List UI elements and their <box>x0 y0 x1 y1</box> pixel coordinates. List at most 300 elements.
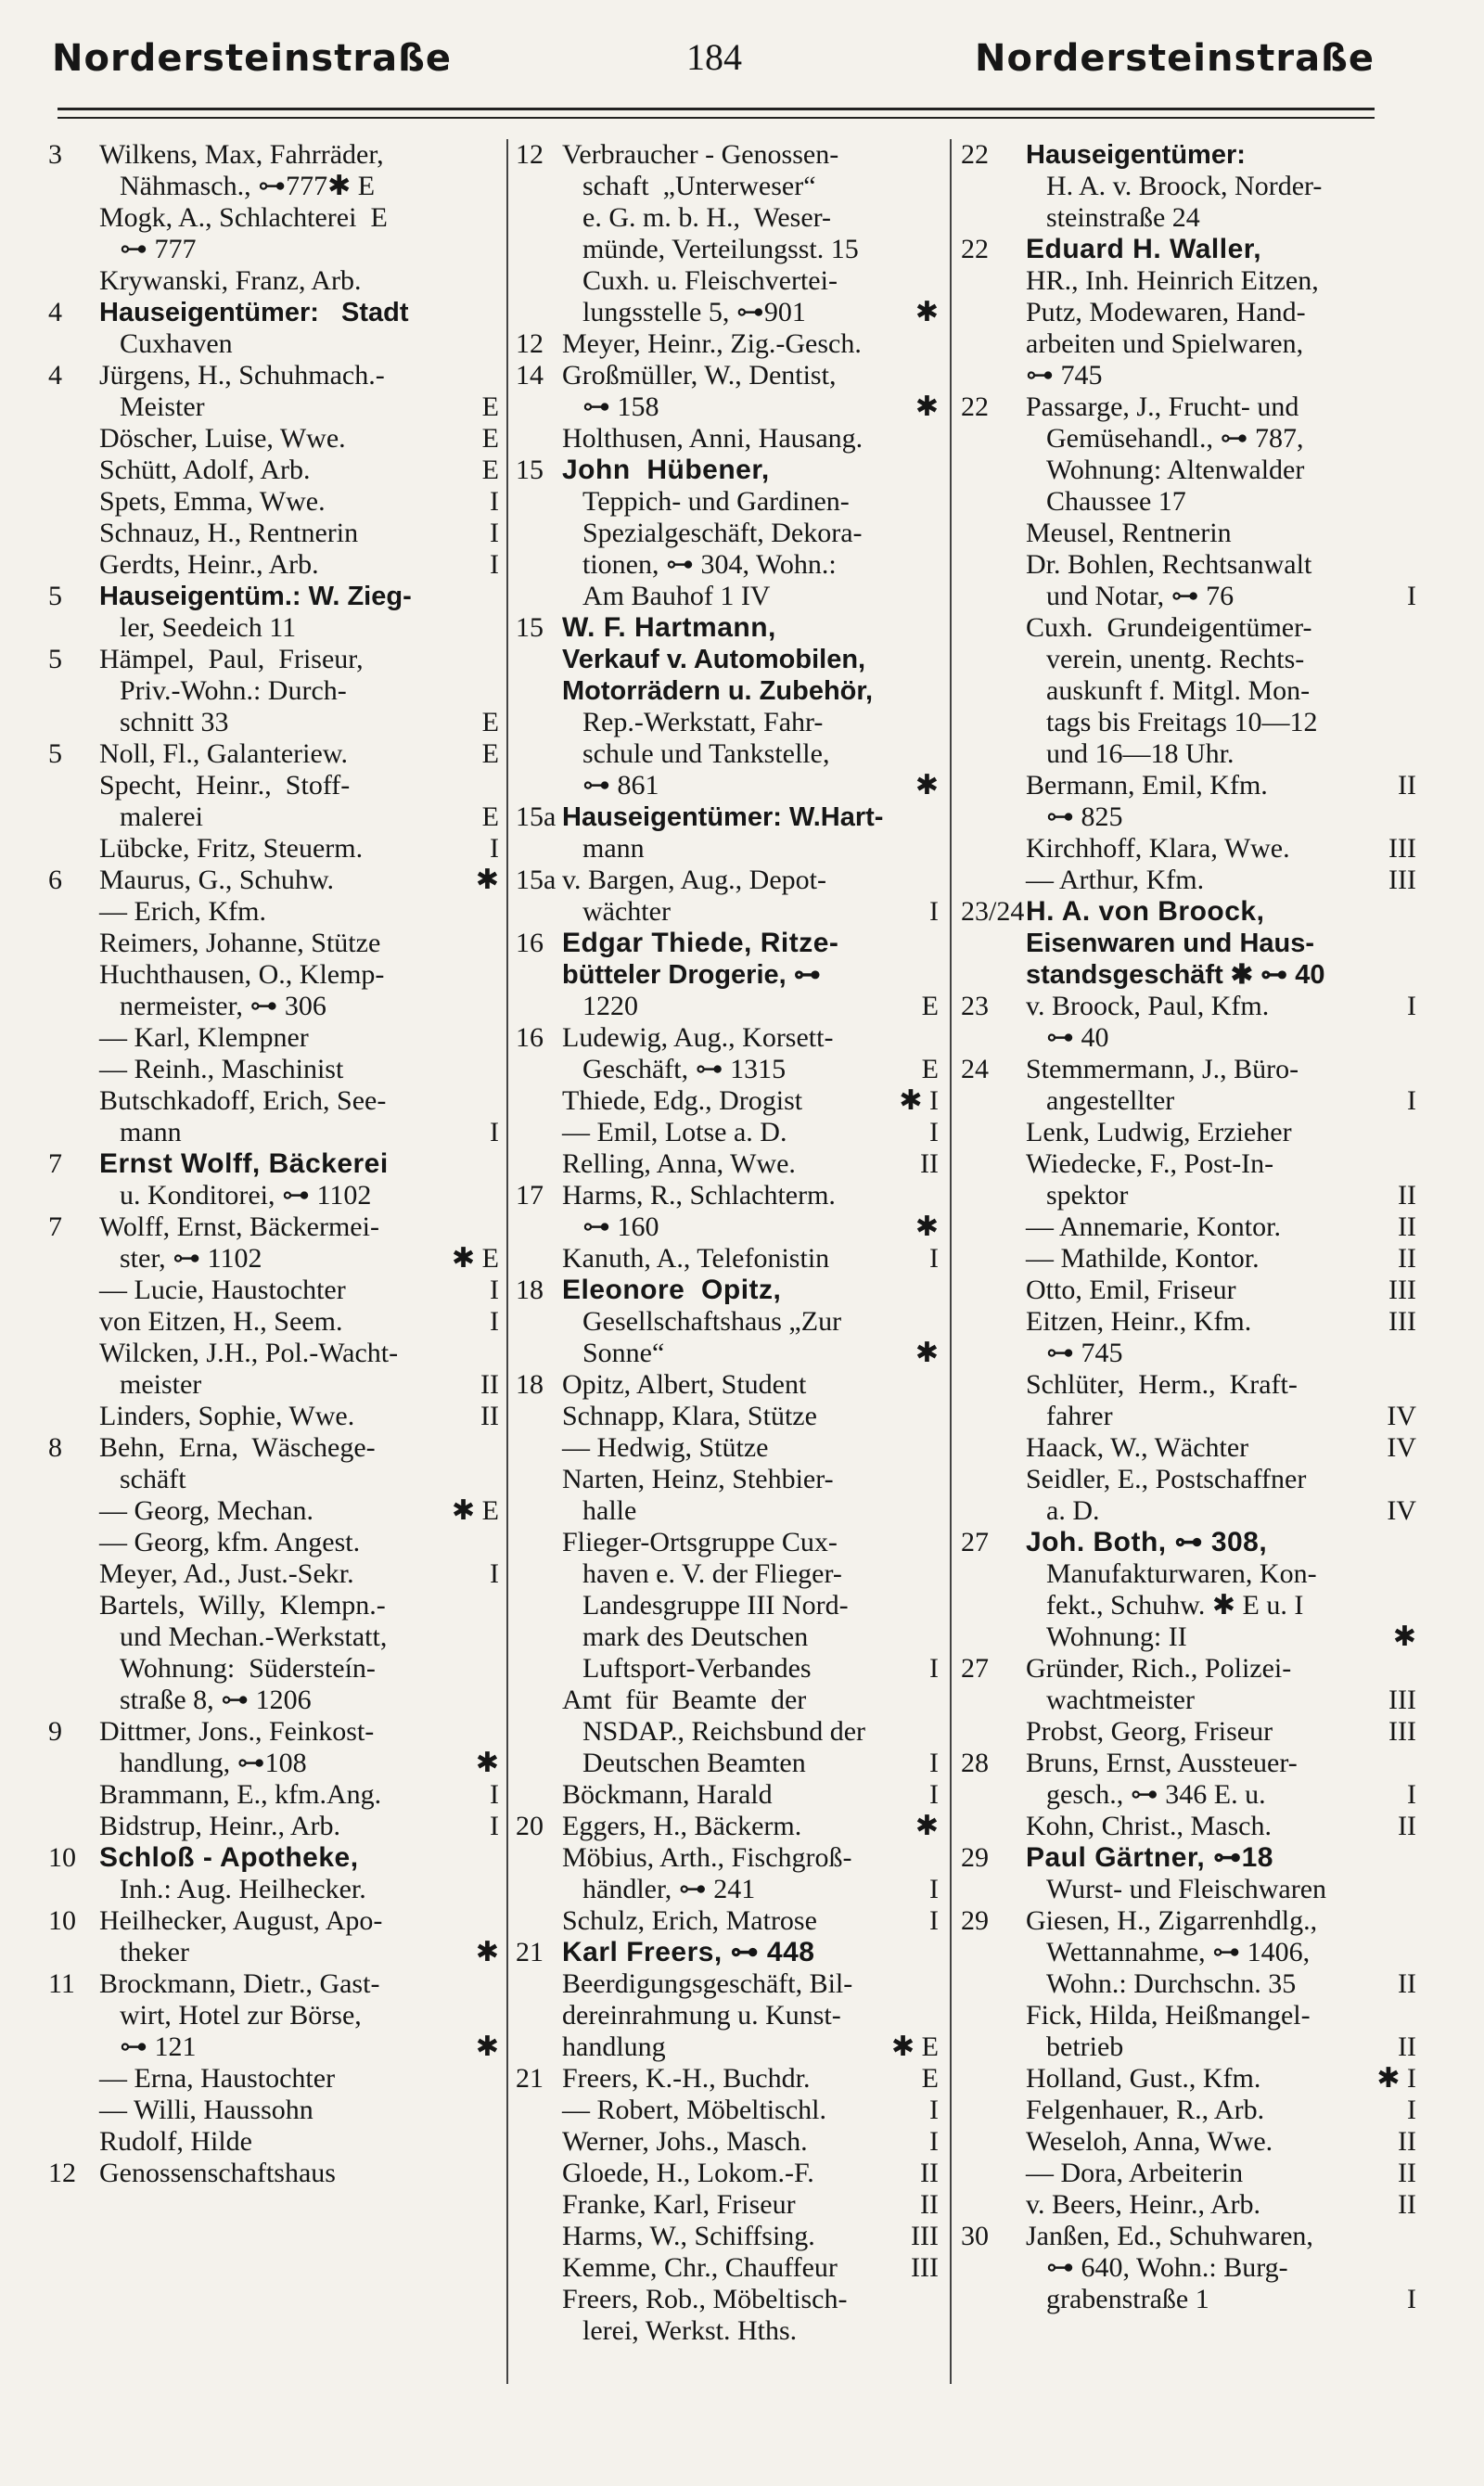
entry-text: Verkauf v. Automobilen, <box>562 645 866 674</box>
house-number: 7 <box>48 1148 62 1179</box>
directory-entry-line <box>516 328 942 360</box>
directory-entry-line <box>48 1937 503 1968</box>
directory-entry-line <box>961 1243 1420 1275</box>
entry-text: Ernst Wolff, Bäckerei <box>99 1148 389 1179</box>
entry-text: Stemmermann, J., Büro- <box>1026 1054 1299 1084</box>
entry-text: Bermann, Emil, Kfm. <box>1026 770 1268 801</box>
directory-entry-line <box>961 865 1420 896</box>
floor-marker: I <box>1407 2284 1416 2314</box>
entry-text: Motorrädern u. Zubehör, <box>562 676 874 706</box>
directory-entry-line <box>961 1716 1420 1748</box>
directory-entry-line <box>48 1842 503 1874</box>
directory-entry-line <box>48 1779 503 1811</box>
house-number: 5 <box>48 738 62 769</box>
directory-entry-line <box>961 581 1420 612</box>
entry-text: schäft <box>120 1464 186 1494</box>
directory-entry-line <box>961 518 1420 549</box>
directory-entry-line <box>48 833 503 865</box>
directory-entry-line <box>516 202 942 234</box>
house-number: 21 <box>516 1937 544 1967</box>
directory-entry-line <box>961 455 1420 486</box>
column-divider <box>950 139 952 2384</box>
directory-entry-line <box>516 2095 942 2126</box>
directory-entry-line <box>516 1432 942 1464</box>
entry-text: Ludewig, Aug., Korsett- <box>562 1022 834 1053</box>
entry-text: — Robert, Möbeltischl. <box>562 2095 826 2125</box>
entry-text: Wolff, Ernst, Bäckermei- <box>99 1211 379 1242</box>
directory-entry-line <box>961 1968 1420 2000</box>
entry-text: dereinrahmung u. Kunst- <box>562 2000 841 2031</box>
directory-entry-line <box>516 801 942 833</box>
entry-text: von Eitzen, H., Seem. <box>99 1306 343 1337</box>
directory-entry-line <box>516 1243 942 1275</box>
entry-text: ⊶ 160 <box>582 1211 659 1242</box>
entry-text: Eduard H. Waller, <box>1026 234 1262 264</box>
house-number: 15 <box>516 612 544 643</box>
floor-marker: E <box>921 991 939 1021</box>
directory-entry-line <box>961 423 1420 455</box>
entry-text: ler, Seedeich 11 <box>120 612 297 643</box>
entry-text: Hämpel, Paul, Friseur, <box>99 644 364 674</box>
directory-entry-line <box>516 2126 942 2158</box>
entry-text: — Erna, Haustochter <box>99 2063 336 2094</box>
entry-text: a. D. <box>1046 1495 1100 1526</box>
entry-text: Wohnung: II <box>1046 1621 1187 1652</box>
entry-text: Janßen, Ed., Schuhwaren, <box>1026 2221 1313 2251</box>
entry-text: H. A. v. Broock, Norder- <box>1046 171 1323 201</box>
house-number: 22 <box>961 234 989 264</box>
entry-text: bütteler Drogerie, ⊶ <box>562 960 821 990</box>
page-number: 184 <box>686 36 742 78</box>
directory-entry-line <box>516 1527 942 1558</box>
directory-entry-line <box>961 1905 1420 1937</box>
entry-text: arbeiten und Spielwaren, <box>1026 328 1304 359</box>
entry-text: grabenstraße 1 <box>1046 2284 1209 2314</box>
directory-entry-line <box>961 202 1420 234</box>
house-number: 14 <box>516 360 544 391</box>
directory-entry-line <box>516 171 942 202</box>
directory-entry-line <box>48 328 503 360</box>
directory-entry-line <box>48 1243 503 1275</box>
entry-text: Genossenschaftshaus <box>99 2158 336 2188</box>
directory-entry-line <box>48 171 503 202</box>
house-number: 23/24 <box>961 896 1025 927</box>
entry-text: Huchthausen, O., Klemp- <box>99 959 385 990</box>
directory-entry-line <box>961 171 1420 202</box>
entry-text: — Emil, Lotse a. D. <box>562 1117 787 1147</box>
entry-text: Specht, Heinr., Stoff- <box>99 770 351 801</box>
house-number: 27 <box>961 1527 989 1557</box>
directory-entry-line <box>516 360 942 391</box>
directory-entry-line <box>48 518 503 549</box>
entry-text: Eisenwaren und Haus- <box>1026 929 1315 958</box>
entry-text: ⊶ 825 <box>1046 801 1123 832</box>
entry-text: Holland, Gust., Kfm. <box>1026 2063 1261 2094</box>
directory-entry-line <box>48 2063 503 2095</box>
entry-text: Böckmann, Harald <box>562 1779 773 1810</box>
entry-text: lungsstelle 5, ⊶901 <box>582 297 806 327</box>
floor-marker: I <box>490 1558 499 1589</box>
entry-text: — Annemarie, Kontor. <box>1026 1211 1281 1242</box>
floor-marker: ✱ I <box>1376 2063 1416 2094</box>
directory-entry-line <box>48 2095 503 2126</box>
directory-entry-line <box>961 328 1420 360</box>
house-number: 4 <box>48 297 62 327</box>
entry-text: ⊶ 158 <box>582 391 659 422</box>
floor-marker: I <box>1407 1779 1416 1810</box>
entry-text: ⊶ 40 <box>1046 1022 1109 1053</box>
house-number: 10 <box>48 1842 76 1873</box>
entry-text: Spets, Emma, Wwe. <box>99 486 326 517</box>
directory-entry-line <box>961 1117 1420 1148</box>
entry-text: Meyer, Ad., Just.-Sekr. <box>99 1558 354 1589</box>
directory-entry-line <box>516 1621 942 1653</box>
floor-marker: ✱ I <box>899 1085 939 1116</box>
entry-text: — Georg, kfm. Angest. <box>99 1527 361 1557</box>
floor-marker: II <box>920 1148 939 1179</box>
entry-text: Schnauz, H., Rentnerin <box>99 518 359 548</box>
directory-entry-line <box>48 1211 503 1243</box>
floor-marker: E <box>481 801 499 832</box>
floor-marker: ✱ E <box>452 1495 499 1526</box>
directory-entry-line <box>48 896 503 928</box>
house-number: 30 <box>961 2221 989 2251</box>
directory-entry-line <box>48 770 503 801</box>
entry-text: lerei, Werkst. Hths. <box>582 2315 798 2346</box>
floor-marker: E <box>921 2063 939 2094</box>
directory-entry-line <box>961 1748 1420 1779</box>
directory-entry-line <box>48 1621 503 1653</box>
entry-text: Meister <box>120 391 205 422</box>
column-divider <box>506 139 508 2384</box>
entry-text: Wiedecke, F., Post-In- <box>1026 1148 1274 1179</box>
house-number: 29 <box>961 1905 989 1936</box>
directory-entry-line <box>961 1779 1420 1811</box>
floor-marker: I <box>490 549 499 580</box>
directory-entry-line <box>961 391 1420 423</box>
entry-text: Cuxh. Grundeigentümer- <box>1026 612 1312 643</box>
directory-entry-line <box>48 1306 503 1338</box>
floor-marker: IV <box>1387 1495 1416 1526</box>
directory-entry-line <box>516 1842 942 1874</box>
directory-entry-line <box>48 801 503 833</box>
floor-marker: ✱ <box>475 1937 499 1967</box>
directory-entry-line <box>516 2031 942 2063</box>
entry-text: Wettannahme, ⊶ 1406, <box>1046 1937 1311 1967</box>
entry-text: Amt für Beamte der <box>562 1685 807 1715</box>
entry-text: — Arthur, Kfm. <box>1026 865 1205 895</box>
entry-text: Döscher, Luise, Wwe. <box>99 423 346 454</box>
entry-text: malerei <box>120 801 203 832</box>
floor-marker: II <box>920 2189 939 2220</box>
entry-text: Eleonore Opitz, <box>562 1275 782 1305</box>
house-number: 3 <box>48 139 62 170</box>
floor-marker: I <box>490 1117 499 1147</box>
directory-entry-line <box>516 991 942 1022</box>
entry-text: Passarge, J., Frucht- und <box>1026 391 1299 422</box>
directory-entry-line <box>516 928 942 959</box>
directory-entry-line <box>961 2284 1420 2315</box>
directory-entry-line <box>961 297 1420 328</box>
directory-entry-line <box>961 1685 1420 1716</box>
entry-text: Harms, R., Schlachterm. <box>562 1180 836 1211</box>
entry-text: Meusel, Rentnerin <box>1026 518 1232 548</box>
directory-entry-line <box>516 2315 942 2347</box>
floor-marker: II <box>480 1369 499 1400</box>
house-number: 15a <box>516 801 556 832</box>
directory-entry-line <box>48 2031 503 2063</box>
entry-text: Schütt, Adolf, Arb. <box>99 455 311 485</box>
directory-entry-line <box>516 1369 942 1401</box>
directory-entry-line <box>48 1653 503 1685</box>
entry-text: Giesen, H., Zigarrenhdlg., <box>1026 1905 1318 1936</box>
floor-marker: III <box>911 2252 939 2283</box>
floor-marker: II <box>920 2158 939 2188</box>
entry-text: straße 8, ⊶ 1206 <box>120 1685 312 1715</box>
directory-entry-line <box>48 1811 503 1842</box>
floor-marker: ✱ <box>475 1748 499 1778</box>
directory-entry-line <box>961 1621 1420 1653</box>
directory-entry-line <box>516 1905 942 1937</box>
house-number: 24 <box>961 1054 989 1084</box>
floor-marker: I <box>929 1905 939 1936</box>
house-number: 10 <box>48 1905 76 1936</box>
entry-text: u. Konditorei, ⊶ 1102 <box>120 1180 372 1211</box>
entry-text: Brammann, E., kfm.Ang. <box>99 1779 382 1810</box>
entry-text: Maurus, G., Schuhw. <box>99 865 335 895</box>
floor-marker: II <box>1398 2189 1416 2220</box>
entry-text: handlung <box>562 2031 666 2062</box>
entry-text: und 16—18 Uhr. <box>1046 738 1235 769</box>
directory-entry-line <box>516 1779 942 1811</box>
entry-text: Chaussee 17 <box>1046 486 1186 517</box>
floor-marker: E <box>481 391 499 422</box>
floor-marker: E <box>481 455 499 485</box>
entry-text: — Reinh., Maschinist <box>99 1054 344 1084</box>
entry-text: Am Bauhof 1 IV <box>582 581 771 611</box>
floor-marker: ✱ <box>915 391 939 422</box>
directory-entry-line <box>961 896 1420 928</box>
house-number: 22 <box>961 139 989 170</box>
directory-entry-line <box>961 549 1420 581</box>
entry-text: Beerdigungsgeschäft, Bil- <box>562 1968 853 1999</box>
entry-text: haven e. V. der Flieger- <box>582 1558 842 1589</box>
floor-marker: I <box>1407 1085 1416 1116</box>
floor-marker: III <box>1388 833 1416 864</box>
floor-marker: IV <box>1387 1432 1416 1463</box>
entry-text: Kemme, Chr., Chauffeur <box>562 2252 838 2283</box>
directory-entry-line <box>48 423 503 455</box>
house-number: 29 <box>961 1842 989 1873</box>
directory-entry-line <box>48 1464 503 1495</box>
directory-entry-line <box>48 1401 503 1432</box>
entry-text: Bruns, Ernst, Aussteuer- <box>1026 1748 1298 1778</box>
directory-entry-line <box>516 1811 942 1842</box>
header-rule <box>58 117 1375 119</box>
entry-text: Werner, Johs., Masch. <box>562 2126 808 2157</box>
directory-entry-line <box>48 1968 503 2000</box>
directory-entry-line <box>516 2189 942 2221</box>
entry-text: Paul Gärtner, ⊶18 <box>1026 1842 1273 1873</box>
floor-marker: ✱ <box>475 865 499 895</box>
entry-text: Rep.-Werkstatt, Fahr- <box>582 707 824 737</box>
directory-entry-line <box>48 1685 503 1716</box>
entry-text: Wurst- und Fleischwaren <box>1046 1874 1327 1904</box>
entry-text: Putz, Modewaren, Hand- <box>1026 297 1306 327</box>
floor-marker: E <box>921 1054 939 1084</box>
directory-entry-line <box>961 738 1420 770</box>
floor-marker: II <box>1398 2126 1416 2157</box>
entry-text: Freers, Rob., Möbeltisch- <box>562 2284 848 2314</box>
entry-text: Hauseigentüm.: W. Zieg- <box>99 582 412 611</box>
entry-text: v. Broock, Paul, Kfm. <box>1026 991 1270 1021</box>
directory-entry-line <box>516 265 942 297</box>
directory-entry-line <box>961 2189 1420 2221</box>
directory-entry-line <box>516 2158 942 2189</box>
entry-text: Felgenhauer, R., Arb. <box>1026 2095 1265 2125</box>
directory-entry-line <box>961 2252 1420 2284</box>
directory-entry-line <box>48 486 503 518</box>
house-number: 21 <box>516 2063 544 2094</box>
directory-entry-line <box>961 1054 1420 1085</box>
directory-column-3 <box>961 139 1420 2403</box>
directory-entry-line <box>516 423 942 455</box>
entry-text: angestellter <box>1046 1085 1175 1116</box>
directory-entry-line <box>48 991 503 1022</box>
directory-entry-line <box>961 675 1420 707</box>
directory-entry-line <box>516 738 942 770</box>
directory-entry-line <box>516 770 942 801</box>
entry-text: Dr. Bohlen, Rechtsanwalt <box>1026 549 1312 580</box>
directory-entry-line <box>961 2221 1420 2252</box>
floor-marker: III <box>1388 1275 1416 1305</box>
directory-entry-line <box>48 297 503 328</box>
entry-text: Manufakturwaren, Kon- <box>1046 1558 1317 1589</box>
entry-text: Seidler, E., Postschaffner <box>1026 1464 1307 1494</box>
directory-entry-line <box>961 234 1420 265</box>
entry-text: Lenk, Ludwig, Erzieher <box>1026 1117 1292 1147</box>
house-number: 12 <box>48 2158 76 2188</box>
entry-text: ⊶ 745 <box>1026 360 1103 391</box>
entry-text: Opitz, Albert, Student <box>562 1369 807 1400</box>
floor-marker: I <box>929 2126 939 2157</box>
entry-text: schnitt 33 <box>120 707 229 737</box>
house-number: 7 <box>48 1211 62 1242</box>
directory-entry-line <box>516 486 942 518</box>
directory-entry-line <box>48 1716 503 1748</box>
directory-entry-line <box>961 2031 1420 2063</box>
directory-entry-line <box>516 1054 942 1085</box>
entry-text: Möbius, Arth., Fischgroß- <box>562 1842 852 1873</box>
entry-text: Brockmann, Dietr., Gast- <box>99 1968 380 1999</box>
entry-text: gesch., ⊶ 346 E. u. <box>1046 1779 1266 1810</box>
entry-text: ⊶ 745 <box>1046 1338 1123 1368</box>
entry-text: Priv.-Wohn.: Durch- <box>120 675 347 706</box>
directory-entry-line <box>961 928 1420 959</box>
entry-text: Behn, Erna, Wäschege- <box>99 1432 376 1463</box>
entry-text: Teppich- und Gardinen- <box>582 486 850 517</box>
directory-entry-line <box>961 1369 1420 1401</box>
entry-text: münde, Verteilungsst. 15 <box>582 234 859 264</box>
directory-entry-line <box>961 1180 1420 1211</box>
directory-entry-line <box>516 1022 942 1054</box>
entry-text: Krywanski, Franz, Arb. <box>99 265 362 296</box>
entry-text: Geschäft, ⊶ 1315 <box>582 1054 787 1084</box>
directory-entry-line <box>516 896 942 928</box>
directory-entry-line <box>48 391 503 423</box>
entry-text: Cuxhaven <box>120 328 233 359</box>
entry-text: — Erich, Kfm. <box>99 896 266 927</box>
floor-marker: II <box>1398 770 1416 801</box>
directory-entry-line <box>961 833 1420 865</box>
entry-text: Gemüsehandl., ⊶ 787, <box>1046 423 1304 454</box>
entry-text: Mogk, A., Schlachterei E <box>99 202 388 233</box>
directory-entry-line <box>516 1338 942 1369</box>
directory-entry-line <box>48 265 503 297</box>
entry-text: steinstraße 24 <box>1046 202 1200 233</box>
directory-entry-line <box>516 833 942 865</box>
directory-entry-line <box>516 1558 942 1590</box>
directory-entry-line <box>516 1085 942 1117</box>
floor-marker: I <box>490 833 499 864</box>
directory-entry-line <box>961 770 1420 801</box>
directory-entry-line <box>961 1085 1420 1117</box>
entry-text: Kanuth, A., Telefonistin <box>562 1243 830 1274</box>
entry-text: Freers, K.-H., Buchdr. <box>562 2063 811 2094</box>
directory-entry-line <box>961 1148 1420 1180</box>
directory-entry-line <box>516 139 942 171</box>
directory-entry-line <box>48 1054 503 1085</box>
directory-entry-line <box>48 1369 503 1401</box>
floor-marker: I <box>929 1748 939 1778</box>
directory-entry-line <box>48 1275 503 1306</box>
entry-text: Inh.: Aug. Heilhecker. <box>120 1874 366 1904</box>
house-number: 27 <box>961 1653 989 1684</box>
directory-entry-line <box>48 1180 503 1211</box>
entry-text: tionen, ⊶ 304, Wohn.: <box>582 549 837 580</box>
house-number: 16 <box>516 928 544 958</box>
directory-entry-line <box>516 1180 942 1211</box>
floor-marker: I <box>490 486 499 517</box>
floor-marker: I <box>929 1874 939 1904</box>
directory-entry-line <box>516 1874 942 1905</box>
entry-text: — Mathilde, Kontor. <box>1026 1243 1260 1274</box>
entry-text: Eggers, H., Bäckerm. <box>562 1811 802 1841</box>
entry-text: Butschkadoff, Erich, See- <box>99 1085 387 1116</box>
entry-text: wachtmeister <box>1046 1685 1195 1715</box>
entry-text: Wilkens, Max, Fahrräder, <box>99 139 384 170</box>
directory-entry-line <box>961 2000 1420 2031</box>
directory-entry-line <box>48 360 503 391</box>
entry-text: mann <box>582 833 645 864</box>
directory-entry-line <box>961 139 1420 171</box>
entry-text: Noll, Fl., Galanteriew. <box>99 738 348 769</box>
directory-entry-line <box>516 391 942 423</box>
entry-text: W. F. Hartmann, <box>562 612 776 643</box>
entry-text: und Notar, ⊶ 76 <box>1046 581 1235 611</box>
entry-text: Luftsport-Verbandes <box>582 1653 812 1684</box>
entry-text: mark des Deutschen <box>582 1621 809 1652</box>
directory-entry-line <box>516 297 942 328</box>
entry-text: — Karl, Klempner <box>99 1022 309 1053</box>
floor-marker: I <box>1407 581 1416 611</box>
directory-entry-line <box>961 2063 1420 2095</box>
entry-text: Cuxh. u. Fleischvertei- <box>582 265 838 296</box>
entry-text: Kohn, Christ., Masch. <box>1026 1811 1272 1841</box>
directory-entry-line <box>48 644 503 675</box>
directory-entry-line <box>516 1968 942 2000</box>
entry-text: schaft „Unterweser“ <box>582 171 816 201</box>
